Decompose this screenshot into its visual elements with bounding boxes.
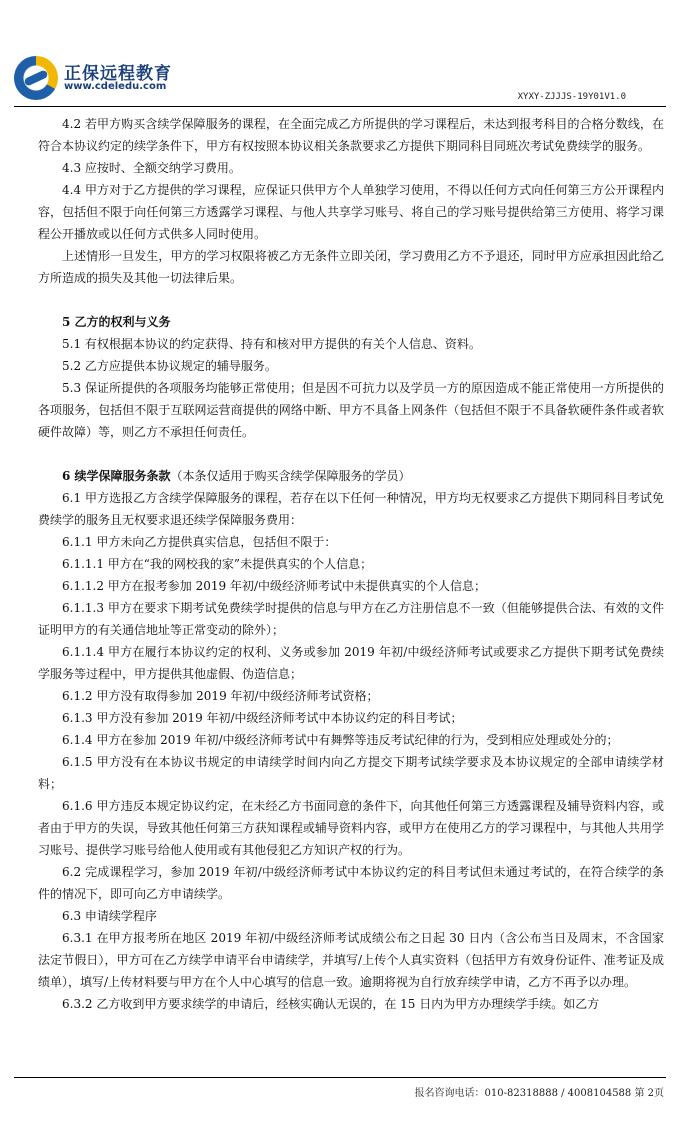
paragraph-6-1: 6.1 甲方选报乙方含续学保障服务的课程，若存在以下任何一种情况，甲方均无权要求乙方提供下期同科目考试免费续学的服务且无权要求退还续学保障服务费用： <box>38 491 664 527</box>
document-code: XYXY-ZJJJS-19Y01V1.0 <box>517 92 626 102</box>
page-footer: 报名咨询电话：010-82318888 / 4008104588 第 2页 <box>414 1088 664 1099</box>
paragraph-4-2: 4.2 若甲方购买含续学保障服务的课程，在全面完成乙方所提供的学习课程后，未达到报考科目的合格分数线，在符合本协议约定的续学条件下，甲方有权按照本协议相关条款要求乙方提供下期同科目同班次考试免费续学的服务。 <box>38 117 664 153</box>
paragraph-6-1-6: 6.1.6 甲方违反本规定协议约定，在未经乙方书面同意的条件下，向其他任何第三方透露课程及辅导资料内容，或者由于甲方的失误，导致其他任何第三方获知课程或辅导资料内容，或甲方在使用乙方的学习课程中，与其他人共用学习账号、提供学习账号给他人使用或有其他侵犯乙方知识产权的行为。 <box>38 799 664 857</box>
paragraph-6-1-1-4: 6.1.1.4 甲方在履行本协议约定的权利、义务或参加 2019 年初/中级经济师考试或要求乙方提供下期考试免费续学服务等过程中，甲方提供其他虚假、伪造信息； <box>38 645 664 681</box>
logo-name: 正保远程教育 <box>64 64 172 84</box>
section-5-heading: 5 乙方的权利与义务 <box>62 315 171 329</box>
paragraph-5-1: 5.1 有权根据本协议的约定获得、持有和核对甲方提供的有关个人信息、资料。 <box>62 337 481 351</box>
logo-url: www.cdeledu.com <box>64 81 167 92</box>
header-divider <box>14 106 666 107</box>
document-body <box>38 113 664 1015</box>
paragraph-consequence: 上述情形一旦发生，甲方的学习权限将被乙方无条件立即关闭，学习费用乙方不予退还，同时甲方应承担因此给乙方所造成的损失及其他一切法律后果。 <box>38 249 664 285</box>
paragraph-6-1-1-3: 6.1.1.3 甲方在要求下期考试免费续学时提供的信息与甲方在乙方注册信息不一致（但能够提供合法、有效的文件证明甲方的有关通信地址等正常变动的除外）； <box>38 601 664 637</box>
paragraph-6-1-4: 6.1.4 甲方在参加 2019 年初/中级经济师考试中有舞弊等违反考试纪律的行为，受到相应处理或处分的； <box>62 733 619 747</box>
paragraph-6-2: 6.2 完成课程学习，参加 2019 年初/中级经济师考试中本协议约定的科目考试但未通过考试的，在符合续学的条件的情况下，即可向乙方申请续学。 <box>38 865 664 901</box>
paragraph-6-1-2: 6.1.2 甲方没有取得参加 2019 年初/中级经济师考试资格； <box>62 689 379 703</box>
section-spacer <box>38 443 664 465</box>
logo-icon <box>14 56 58 100</box>
paragraph-5-3: 5.3 保证所提供的各项服务均能够正常使用；但是因不可抗力以及学员一方的原因造成不能正常使用一方所提供的各项服务，包括但不限于互联网运营商提供的网络中断、甲方不具备上网条件（包括但不限于不具备软硬件条件或者软硬件故障）等，则乙方不承担任何责任。 <box>38 381 664 439</box>
paragraph-6-1-1: 6.1.1 甲方未向乙方提供真实信息，包括但不限于： <box>62 535 337 549</box>
paragraph-6-1-5: 6.1.5 甲方没有在本协议书规定的申请续学时间内向乙方提交下期考试续学要求及本协议规定的全部申请续学材料； <box>38 755 664 791</box>
paragraph-4-4: 4.4 甲方对于乙方提供的学习课程，应保证只供甲方个人单独学习使用，不得以任何方式向任何第三方公开课程内容，包括但不限于向任何第三方透露学习课程、与他人共享学习账号、将自己的学习账号提供给第三方使用、将学习课程公开播放或以任何方式供多人同时使用。 <box>38 183 664 241</box>
section-6-heading <box>38 465 664 487</box>
paragraph-6-3-1: 6.3.1 在甲方报考所在地区 2019 年初/中级经济师考试成绩公布之日起 30 日内（含公布当日及周末，不含国家法定节假日），甲方可在乙方续学申请平台申请续学，并填写/上传个人真实资料（包括甲方有效身份证件、准考证及成绩单），填写/上传材料要与甲方在个人中心填写的信息一致。逾期将视为自行放弃续学申请，乙方不再予以办理。 <box>38 931 664 989</box>
paragraph-6-1-1-1: 6.1.1.1 甲方在“我的网校我的家”未提供真实的个人信息； <box>62 557 373 571</box>
paragraph-5-2: 5.2 乙方应提供本协议规定的辅导服务。 <box>62 359 277 373</box>
section-6-note: （本条仅适用于购买含续学保障服务的学员） <box>170 469 411 483</box>
section-spacer <box>38 289 664 311</box>
footer-divider <box>14 1077 666 1078</box>
paragraph-6-3: 6.3 申请续学程序 <box>62 909 157 923</box>
paragraph-6-1-1-2: 6.1.1.2 甲方在报考参加 2019 年初/中级经济师考试中未提供真实的个人信息； <box>62 579 487 593</box>
paragraph-6-1-3: 6.1.3 甲方没有参加 2019 年初/中级经济师考试中本协议约定的科目考试； <box>62 711 463 725</box>
paragraph-6-3-2: 6.3.2 乙方收到甲方要求续学的申请后，经核实确认无误的，在 15 日内为甲方办理续学手续。如乙方 <box>62 997 600 1011</box>
section-6-title: 6 续学保障服务条款 <box>62 469 171 483</box>
paragraph-4-3: 4.3 应按时、全额交纳学习费用。 <box>62 161 241 175</box>
page-header <box>14 56 666 108</box>
